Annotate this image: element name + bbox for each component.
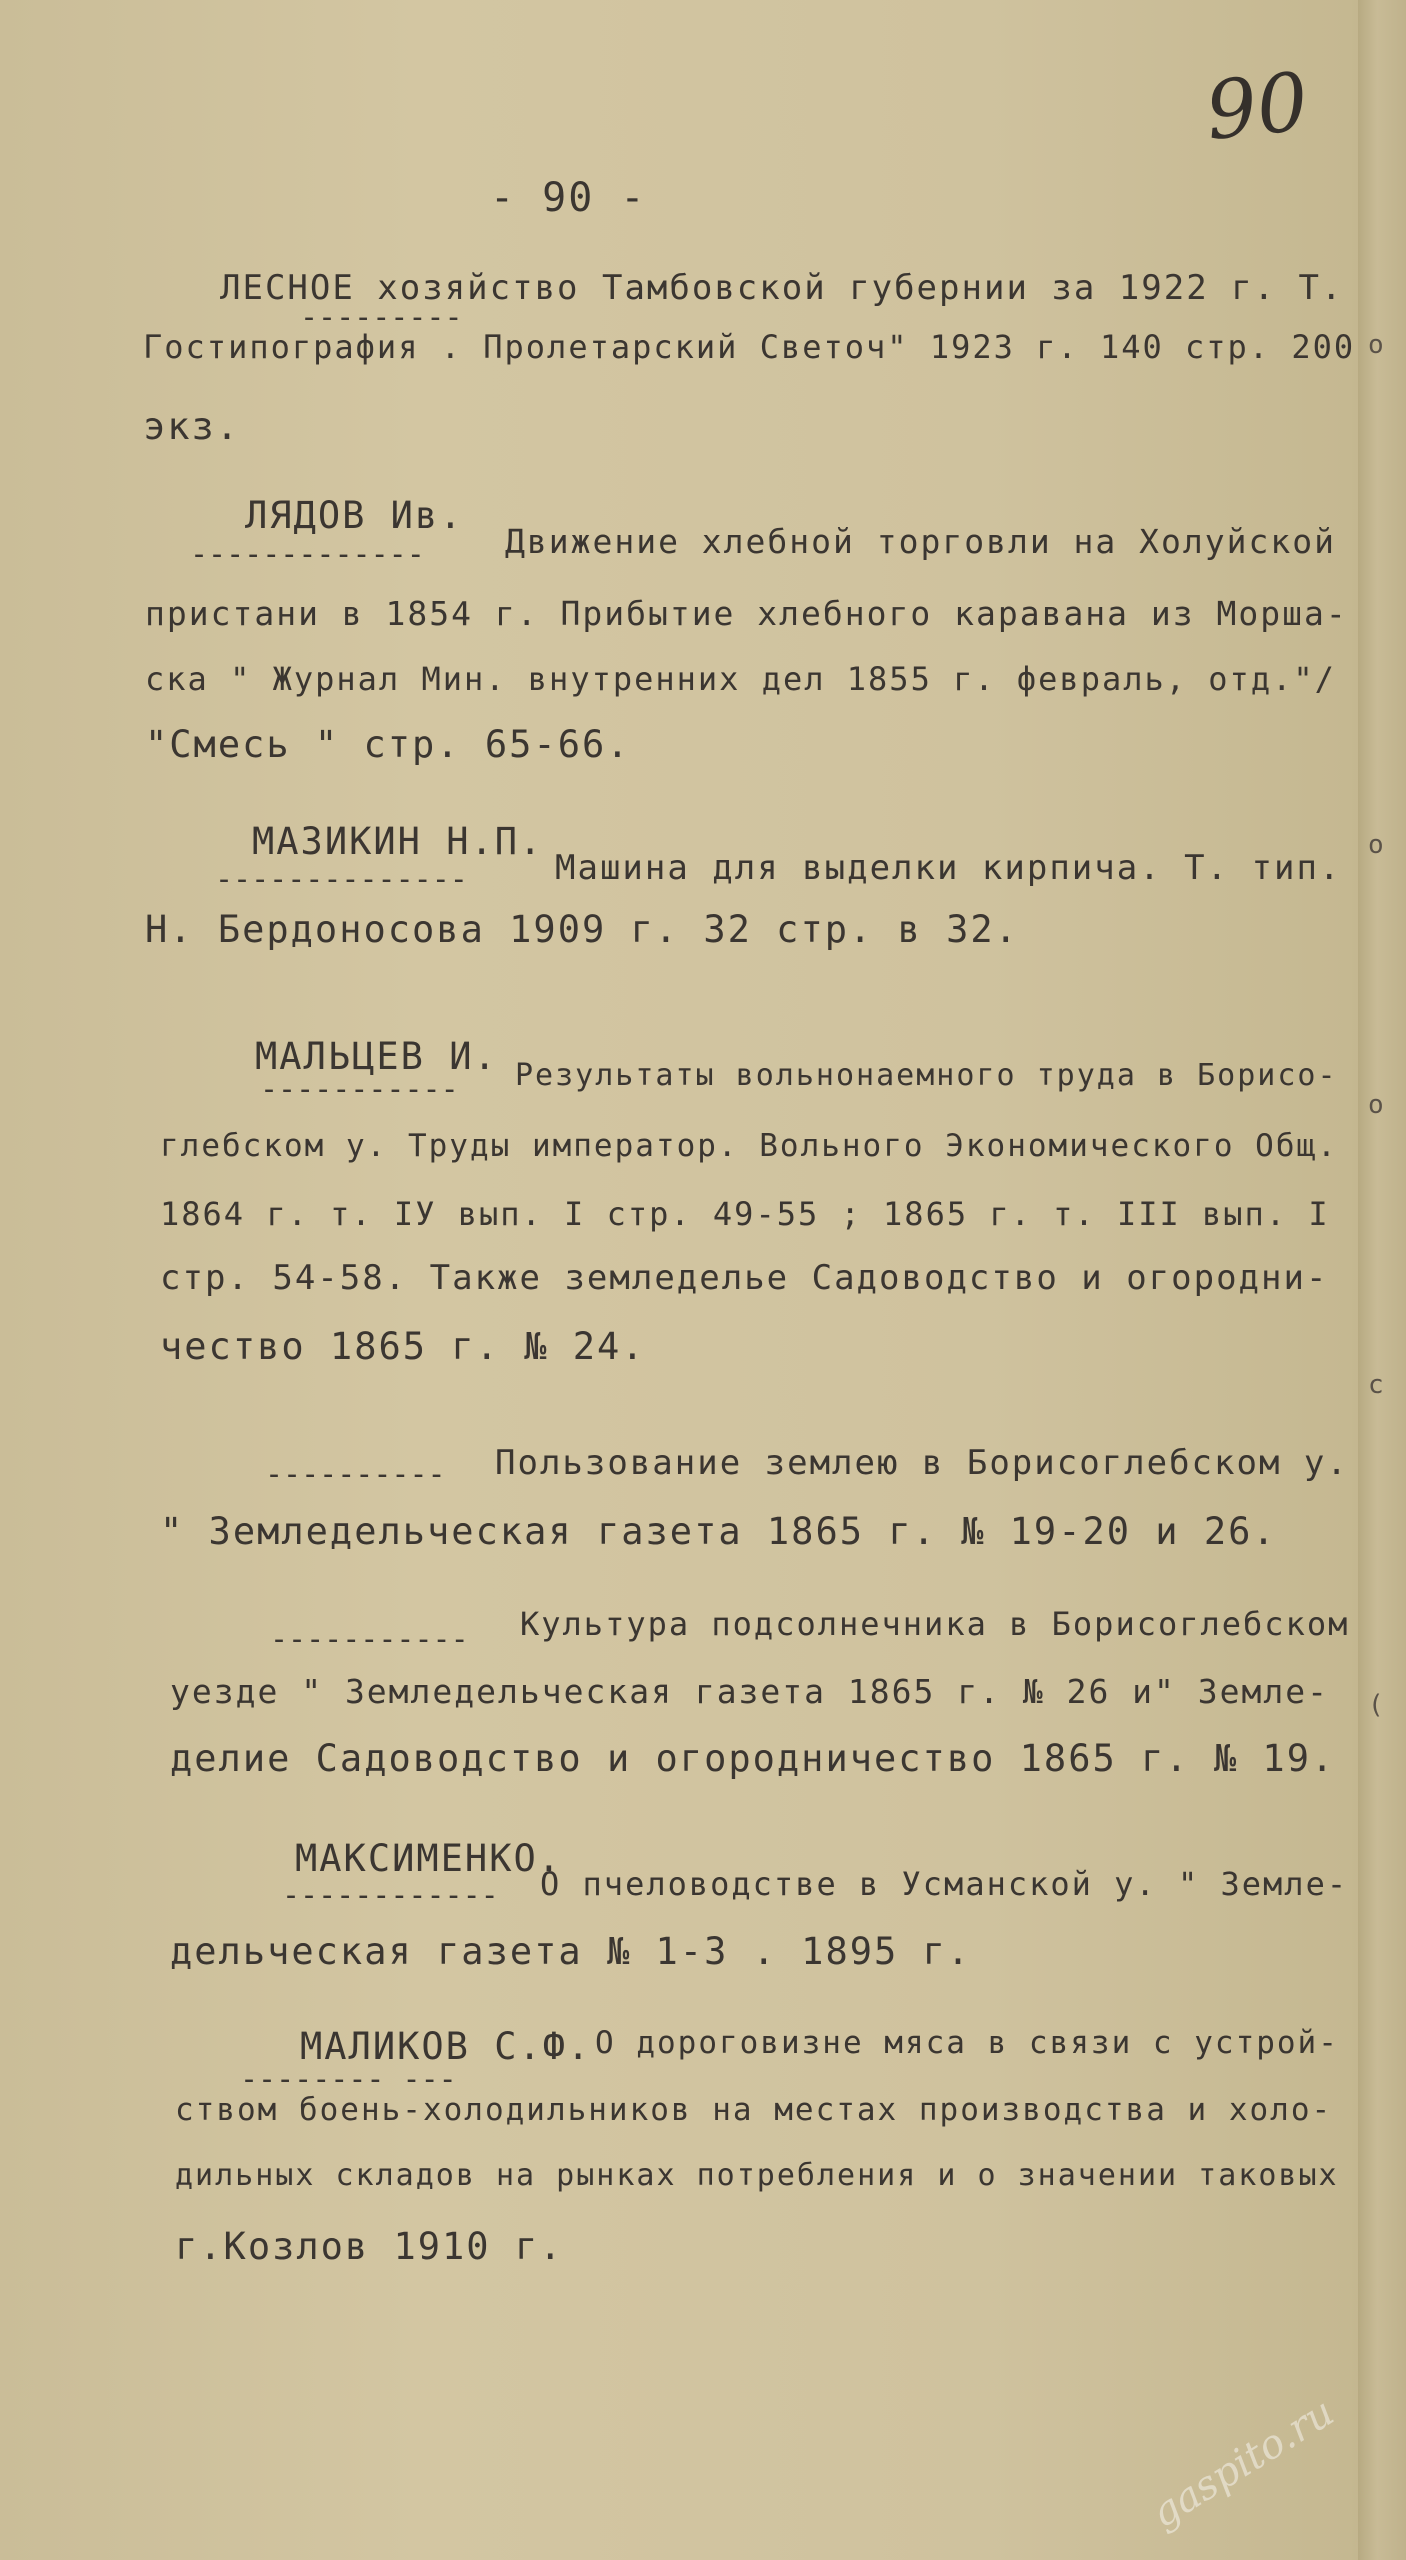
- entry-underline: -----------: [260, 1072, 459, 1107]
- margin-mark: с: [1368, 1370, 1384, 1400]
- page-fold-edge: [1358, 0, 1406, 2560]
- entry-line: дильных складов на рынках потребления и о значении таковых: [175, 2158, 1339, 2193]
- entry-line: Н. Бердоносова 1909 г. 32 стр. в 32.: [145, 908, 1019, 951]
- entry-line: уезде " Земледельческая газета 1865 г. № 26 и" Земле-: [170, 1672, 1329, 1711]
- entry-author: МАЗИКИН Н.П.: [252, 820, 544, 863]
- entry-line: Движение хлебной торговли на Холуйской: [505, 522, 1336, 561]
- entry-line: делие Садоводство и огородничество 1865 г. № 19.: [170, 1737, 1336, 1780]
- entry-line: Результаты вольнонаемного труда в Борисо-: [515, 1058, 1338, 1093]
- entry-line: 1864 г. т. IУ вып. I стр. 49-55 ; 1865 г. т. III вып. I: [160, 1195, 1330, 1233]
- entry-line: ЛЕСНОЕ хозяйство Тамбовской губернии за 1922 г. Т.: [220, 268, 1344, 308]
- entry-line: ска " Журнал Мин. внутренних дел 1855 г. февраль, отд."/: [145, 660, 1336, 698]
- margin-mark: о: [1368, 830, 1384, 860]
- entry-underline: ---------: [300, 300, 463, 335]
- entry-line: Машина для выделки кирпича. Т. тип.: [555, 848, 1342, 888]
- entry-underline: -----------: [270, 1622, 469, 1657]
- entry-line: пристани в 1854 г. Прибытие хлебного каравана из Морша-: [145, 594, 1348, 633]
- page-number: - 90 -: [490, 175, 647, 221]
- entry-line: О дороговизне мяса в связи с устрой-: [595, 2025, 1339, 2061]
- entry-line: Гостипография . Пролетарский Светоч" 1923 г. 140 стр. 200: [143, 328, 1356, 366]
- entry-line: экз.: [143, 405, 241, 448]
- entry-underline: -------------: [190, 537, 425, 572]
- entry-underline: --------------: [215, 862, 468, 897]
- entry-line: Пользование землею в Борисоглебском у.: [495, 1443, 1349, 1483]
- watermark: gaspito.ru: [1143, 2389, 1343, 2537]
- entry-line: дельческая газета № 1-3 . 1895 г.: [170, 1930, 972, 1973]
- entry-line: О пчеловодстве в Усманской у. " Земле-: [540, 1865, 1349, 1903]
- entry-author: МАЛИКОВ С.Ф.: [300, 2025, 592, 2068]
- handwritten-folio-number: 90: [1201, 54, 1313, 159]
- entry-line: глебском у. Труды император. Вольного Экономического Общ.: [160, 1128, 1338, 1164]
- entry-underline: -------- ---: [240, 2062, 457, 2097]
- entry-author: ЛЯДОВ Ив.: [245, 494, 464, 537]
- entry-line: ством боень-холодильников на местах производства и холо-: [175, 2092, 1333, 2128]
- margin-mark: о: [1368, 1090, 1384, 1120]
- entry-line: " Земледельческая газета 1865 г. № 19-20 и 26.: [160, 1510, 1277, 1553]
- margin-mark: о: [1368, 330, 1384, 360]
- entry-author: МАЛЬЦЕВ И.: [255, 1035, 498, 1078]
- entry-line: Культура подсолнечника в Борисоглебском: [520, 1605, 1350, 1643]
- entry-underline: ------------: [282, 1878, 499, 1913]
- entry-line: стр. 54-58. Также земледелье Садоводство и огородни-: [160, 1258, 1329, 1298]
- entry-underline: ----------: [265, 1457, 446, 1492]
- entry-line: г.Козлов 1910 г.: [175, 2225, 564, 2268]
- margin-mark: (: [1368, 1690, 1384, 1720]
- entry-line: "Смесь " стр. 65-66.: [145, 723, 631, 766]
- entry-line: чество 1865 г. № 24.: [160, 1325, 646, 1368]
- entry-author: МАКСИМЕНКО.: [295, 1837, 563, 1880]
